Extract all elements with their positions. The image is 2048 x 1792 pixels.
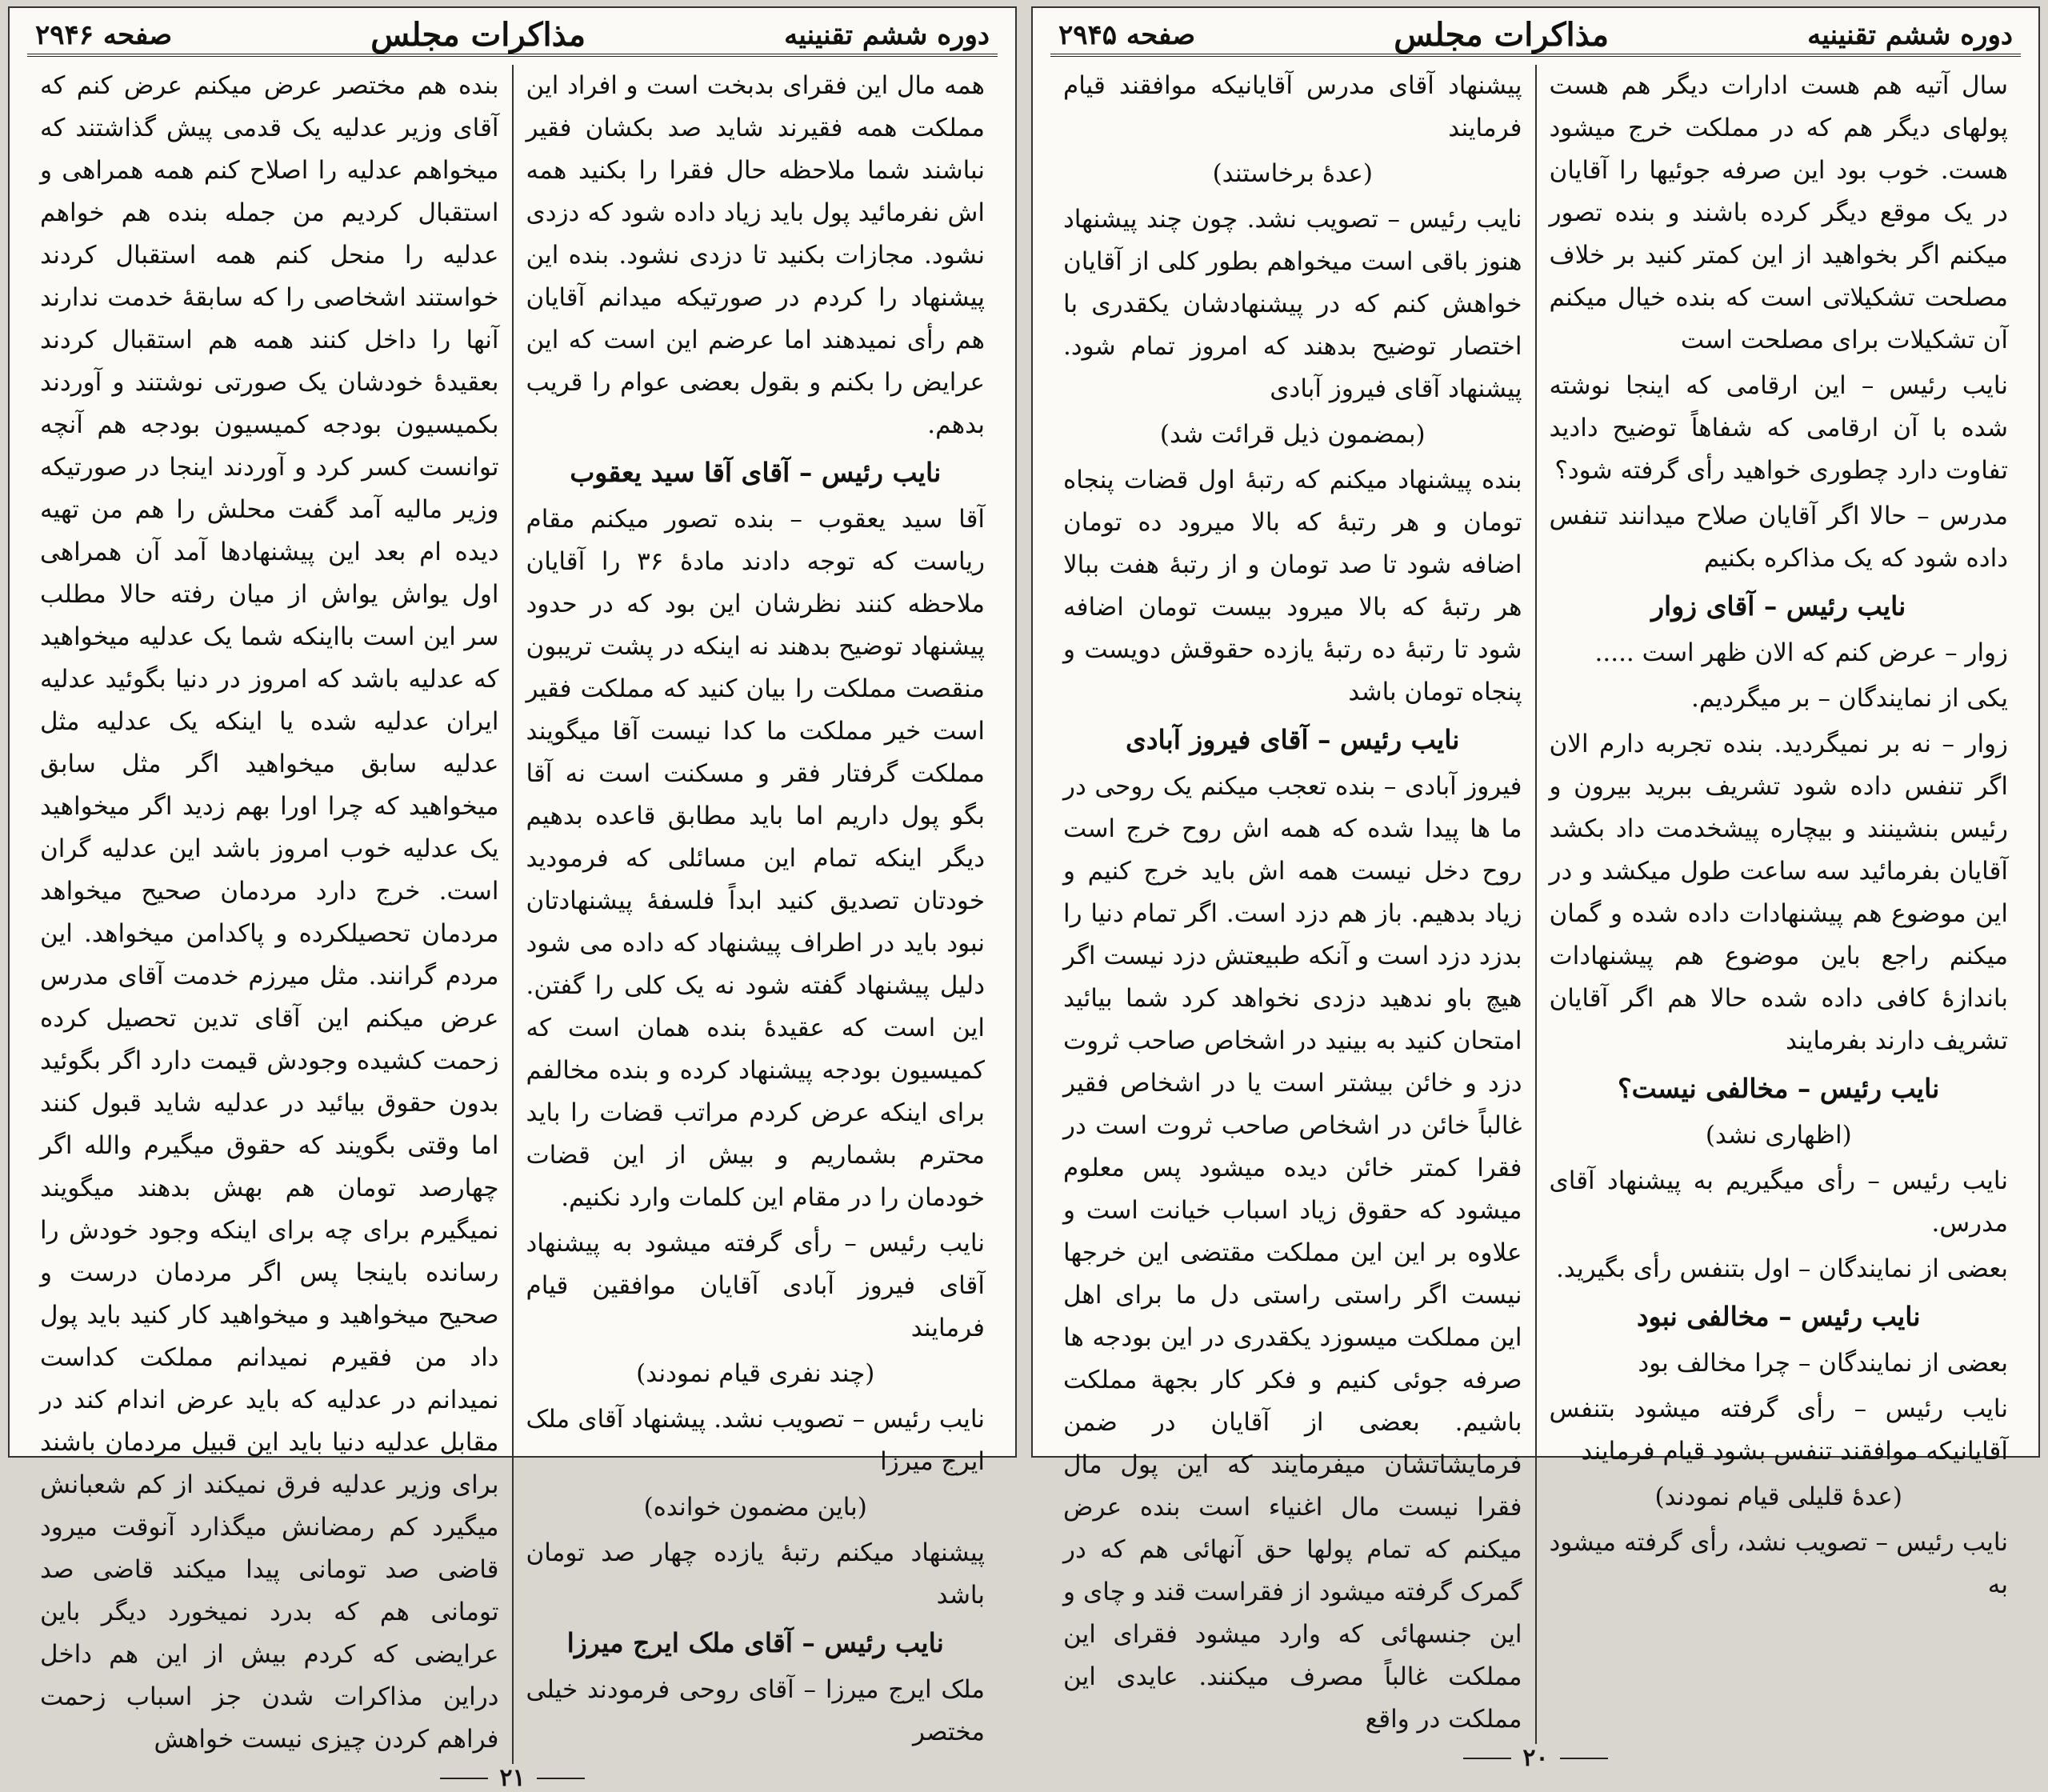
paragraph: بنده پیشنهاد میکنم که رتبهٔ اول قضات پنجاه تومان و هر رتبهٔ که بالا میرود ده تومان اضافه شود تا صد تومان و از رتبهٔ هفت ببالا هر رتبهٔ که بالا میرود بیست تومان اضافه شود تا رتبهٔ ده رتبهٔ یازده حقوقش دویست و پنجاه تومان باشد — [1063, 466, 1522, 706]
right-page-session: دوره ششم تقنینیه — [1807, 18, 2013, 51]
paragraph: نایب رئیس – رأی گرفته میشود به پیشنهاد آقای فیروز آبادی آقایان موافقین قیام فرمایند — [526, 1229, 985, 1342]
paragraph: آقا سید یعقوب – بنده تصور میکنم مقام ریاست که توجه دادند مادهٔ ۳۶ را آقایان ملاحظه کنند نظرشان این بود که در حدود پیشنهاد توضیح بدهند نه اینکه در پشت تریبون منقصت مملکت را بیان کنید که مملکت فقیر است خیر مملکت ما کدا نیست آقا میگویند مملکت گرفتار فقر و مسکنت است نه آقا بگو پول داریم اما باید مطابق قاعده بدهیم دیگر اینکه تمام این مسائلی که فرمودید خودتان تصدیق کنید ابداً فلسفهٔ پیشنهادتان نبود باید در اطراف پیشنهاد که داده می شود دلیل پیشنهاد گفته شود نه یک کلی را گفتن. این است که عقیدهٔ بنده همان است که کمیسیون بودجه پیشنهاد کرده و بنده مخالفم برای اینکه عرض کردم مراتب قضات را باید محترم بشماریم و بیش از این قضات خودمان را در مقام این کلمات وارد نکنیم. — [526, 505, 985, 1212]
left-page-session: دوره ششم تقنینیه — [784, 18, 990, 51]
paragraph: زوار – نه بر نمیگردید. بنده تجربه دارم الان اگر تنفس داده شود تشریف ببرید بیرون و رئیس بنشینند و بیچاره پیشخدمت داد بکشد آقایان بفرمائید سه ساعت طول میکشد و در این موضوع هم پیشنهادات داده شده و گمان میکنم راجع باین موضوع هم پیشنهادات باندازهٔ کافی داده شده حالا هم اگر آقایان تشریف دارند بفرمایند — [1549, 730, 2008, 1055]
left-page-column — [514, 65, 998, 1764]
paragraph: بعضی از نمایندگان – چرا مخالف بود — [1638, 1349, 2008, 1378]
right-page-header — [1050, 16, 2021, 57]
speaker-line: نایب رئیس – آقای آقا سید یعقوب — [570, 457, 942, 488]
left-page-header — [27, 16, 998, 57]
right-page-footer-number: ۲۰ — [1522, 1744, 1549, 1772]
paragraph: همه مال این فقرای بدبخت است و افراد این مملکت همه فقیرند شاید صد بکشان فقیر نباشند شما ملاحظه حال فقرا را بکنید همه اش نفرمائید پول باید زیاد داده شود که دزدی نشود. مجازات بکنید تا دزدی نشود. بنده این پیشنهاد را کردم در صورتیکه میدانم آقایان هم رأی نمیدهند اما عرضم این است که این عرایض را بکنم و بقول بعضی عوام را قریب بدهم. — [526, 71, 985, 439]
right-page-columns — [1050, 57, 2021, 1744]
paragraph: نایب رئیس – تصویب نشد. پیشنهاد آقای ملک ایرج میرزا — [526, 1405, 985, 1476]
paragraph: نایب رئیس – این ارقامی که اینجا نوشته شده با آن ارقامی که شفاهاً توضیح دادید تفاوت دارد چطوری خواهید رأی گرفته شود؟ — [1549, 371, 2008, 485]
speaker-line: نایب رئیس – مخالفی نبود — [1636, 1301, 1921, 1332]
right-page-number-label: صفحه ۲۹۴۵ — [1058, 18, 1196, 51]
stage-note: (عدهٔ قلیلی قیام نمودند) — [1654, 1482, 1902, 1511]
left-page-columns — [27, 57, 998, 1764]
speaker-line: نایب رئیس – مخالفی نیست؟ — [1618, 1073, 1940, 1104]
paragraph: سال آتیه هم هست ادارات دیگر هم هست پولهای دیگر هم که در مملکت خرج میشود هست. خوب بود این صرفه جوئیها را آقایان در یک موقع دیگر کرده باشند و بنده تصور میکنم اگر بخواهید از این کمتر کنید بر خلاف مصلحت تشکیلاتی است که بنده خیال میکنم آن تشکیلات برای مصلحت است — [1549, 71, 2008, 354]
speaker-line: نایب رئیس – آقای ملک ایرج میرزا — [566, 1627, 944, 1658]
paragraph: نایب رئیس – تصویب نشد. چون چند پیشنهاد هنوز باقی است میخواهم بطور کلی از آقایان خواهش کنم که در پیشنهادشان یکقدری با اختصار توضیح بدهند که امروز تمام شود. پیشنهاد آقای فیروز آبادی — [1063, 205, 1522, 403]
paragraph: پیشنهاد آقای مدرس آقایانیکه موافقند قیام فرمایند — [1063, 71, 1522, 142]
right-page-footer — [1050, 1744, 2021, 1772]
paragraph: نایب رئیس – رأی گرفته میشود بتنفس آقایانیکه موافقند تنفس بشود قیام فرمایند — [1549, 1394, 2008, 1466]
stage-note: (باین مضمون خوانده) — [643, 1493, 867, 1522]
left-page-title: مذاکرات مجلس — [370, 16, 586, 54]
paragraph: نایب رئیس – تصویب نشد، رأی گرفته میشود به — [1549, 1528, 2008, 1599]
right-page-column — [1050, 65, 1537, 1744]
stage-note: (بمضمون ذیل قرائت شد) — [1159, 420, 1426, 449]
paragraph: بعضی از نمایندگان – اول بتنفس رأی بگیرید. — [1555, 1254, 2008, 1283]
stage-note: (اظهاری نشد) — [1705, 1121, 1852, 1150]
paragraph: بنده هم مختصر عرض میکنم عرض کنم که آقای وزیر عدلیه یک قدمی پیش گذاشتند که میخواهم عدلیه را اصلاح کنم همه همراهی و استقبال کردیم من جمله بنده هم خواهم عدلیه را منحل کنم همه استقبال کردند خواستند اشخاصی را که سابقهٔ خدمت ندارند آنها را داخل کنند همه هم استقبال کردند بعقیدهٔ خودشان یک صورتی نوشتند و آوردند بکمیسیون بودجه کمیسیون بودجه هم آنچه توانست کسر کرد و آوردند اینجا در صورتیکه وزیر مالیه آمد گفت محلش را هم من تهیه دیده ام بعد این پیشنهادها آمد آن همراهی اول یواش یواش از میان رفته حالا مطلب سر این است بااینکه شما یک عدلیه میخواهید که عدلیه باشد که امروز در دنیا بگوئید عدلیه ایران عدلیه شده یا اینکه یک عدلیه مثل عدلیه سابق میخواهید اگر مثل سابق میخواهید که چرا اورا بهم زدید اگر میخواهید یک عدلیه خوب امروز باشد این عدلیه گران است. خرج دارد مردمان صحیح میخواهد مردمان تحصیلکرده و پاکدامن میخواهد. این مردم گرانند. مثل میرزم خدمت آقای مدرس عرض میکنم این آقای تدین تحصیل کرده زحمت کشیده وجودش قیمت دارد اگر بگوئید بدون حقوق بیائید در عدلیه شاید قبول کنند اما وقتی بگویند که حقوق میگیرم والله اگر چهارصد تومان هم بهش بدهند میگویند نمیگیرم برای چه برای اینکه وجود خودش را رسانده باینجا پس اگر مردمان درست و صحیح میخواهید و میخواهید کار کنید باید پول داد من فقیرم نمیدانم مملکت کداست نمیدانم در عدلیه که باید عرض اندام کند در مقابل عدلیه دنیا باید این قبیل مردمان باشند برای وزیر عدلیه فرق نمیکند از کم شعبانش میگیرد کم رمضانش میگذارد آنوقت میرود قاضی صد تومانی پیدا میکند قاضی صد تومانی هم که بدرد نمیخورد دیگر باین عرایضی که کردم بیش از این هم داخل دراین مذاکرات شدن جز اسباب زحمت فراهم کردن چیزی نیست خواهش — [40, 71, 499, 1754]
paragraph: یکی از نمایندگان – بر میگردیم. — [1691, 684, 2008, 713]
paragraph: پیشنهاد میکنم رتبهٔ یازده چهار صد تومان باشد — [526, 1538, 985, 1610]
left-page-footer-number: ۲۱ — [499, 1764, 526, 1792]
left-page-footer — [27, 1764, 998, 1792]
right-page-title: مذاکرات مجلس — [1394, 16, 1610, 54]
left-page-number-label: صفحه ۲۹۴۶ — [35, 18, 173, 51]
right-page — [1031, 6, 2040, 1772]
paragraph: نایب رئیس – رأی میگیریم به پیشنهاد آقای مدرس. — [1549, 1166, 2008, 1238]
paragraph: فیروز آبادی – بنده تعجب میکنم یک روحی در ما ها پیدا شده که همه اش روح خرج است روح دخل نیست همه اش باید خرج کنیم و زیاد بدهیم. باز هم دزد است. اگر تمام دنیا را بدزد دزد است و آنکه طبیعتش دزد نیست اگر هیچ باو ندهید دزدی نخواهد کرد شما بیائید امتحان کنید به بینید در اشخاص صاحب ثروت دزد و خائن بیشتر است یا در اشخاص فقیر غالباً خائن در اشخاص صاحب ثروت است در فقرا کمتر خائن دیده میشود پس معلوم میشود که حقوق زیاد اسباب خیانت است و علاوه بر این این مملکت مقتضی این خرجها نیست اگر راستی راستی دل ما برای اهل این مملکت میسوزد یکقدری در این بودجه ها صرفه جوئی کنیم و فکر کار بجهة مملکت باشیم. بعضی از آقایان در ضمن فرمایشاتشان میفرمایند که این پول مال فقرا نیست مال اغنیاء است بنده عرض میکنم که تمام پولها حق آنهائی هم که در گمرک گرفته میشود از فقراست قند و چای و این جنسهائی که وارد میشود فقرای این مملکت غالباً مصرف میکنند. عایدی این مملکت در واقع — [1063, 772, 1522, 1734]
speaker-line: نایب رئیس – آقای زوار — [1651, 590, 1906, 622]
paragraph: مدرس – حالا اگر آقایان صلاح میدانند تنفس داده شود که یک مذاکره بکنیم — [1549, 502, 2008, 573]
paragraph: ملک ایرج میرزا – آقای روحی فرمودند خیلی مختصر — [526, 1675, 985, 1746]
stage-note: (چند نفری قیام نمودند) — [636, 1359, 875, 1388]
left-page — [8, 6, 1017, 1792]
paragraph: زوار – عرض کنم که الان ظهر است ..... — [1594, 638, 2008, 667]
left-page-column — [27, 65, 514, 1764]
stage-note: (عدهٔ برخاستند) — [1212, 159, 1373, 188]
right-page-column — [1537, 65, 2022, 1744]
speaker-line: نایب رئیس – آقای فیروز آبادی — [1126, 724, 1460, 755]
